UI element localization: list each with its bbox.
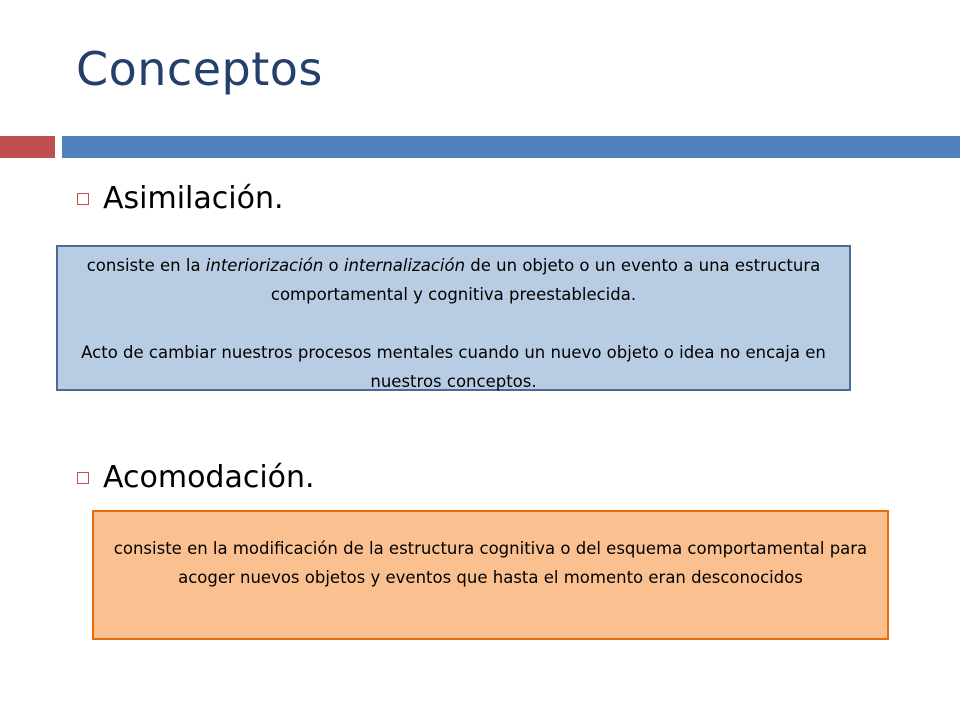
term-internalizacion: internalización bbox=[343, 256, 466, 275]
asimilacion-description: Acto de cambiar nuestros procesos mentales cuando un nuevo objeto o idea no encaja en nuestros conceptos. bbox=[81, 343, 826, 391]
term-interiorizacion: interiorización bbox=[205, 256, 324, 275]
title-accent-bar-blue bbox=[62, 136, 960, 158]
bullet-label: Acomodación. bbox=[103, 460, 315, 495]
bullet-label: Asimilación. bbox=[103, 181, 284, 216]
square-bullet-icon bbox=[77, 472, 89, 484]
bullet-acomodacion bbox=[77, 460, 315, 495]
acomodacion-definition: consiste en la modificación de la estructura cognitiva o del esquema comportamental para acoger nuevos objetos y eventos que hasta el momento eran desconocidos bbox=[113, 539, 868, 587]
square-bullet-icon bbox=[77, 193, 89, 205]
acomodacion-definition-box bbox=[92, 510, 889, 640]
slide-title: Conceptos bbox=[76, 42, 323, 96]
paragraph-gap bbox=[72, 309, 835, 338]
title-accent-bar-red bbox=[0, 136, 55, 158]
asimilacion-definition-box bbox=[56, 245, 851, 391]
bullet-asimilacion bbox=[77, 181, 284, 216]
asimilacion-definition: consiste en la interiorización o internalización de un objeto o un evento a una estructura comportamental y cognitiva preestablecida. bbox=[86, 256, 821, 304]
